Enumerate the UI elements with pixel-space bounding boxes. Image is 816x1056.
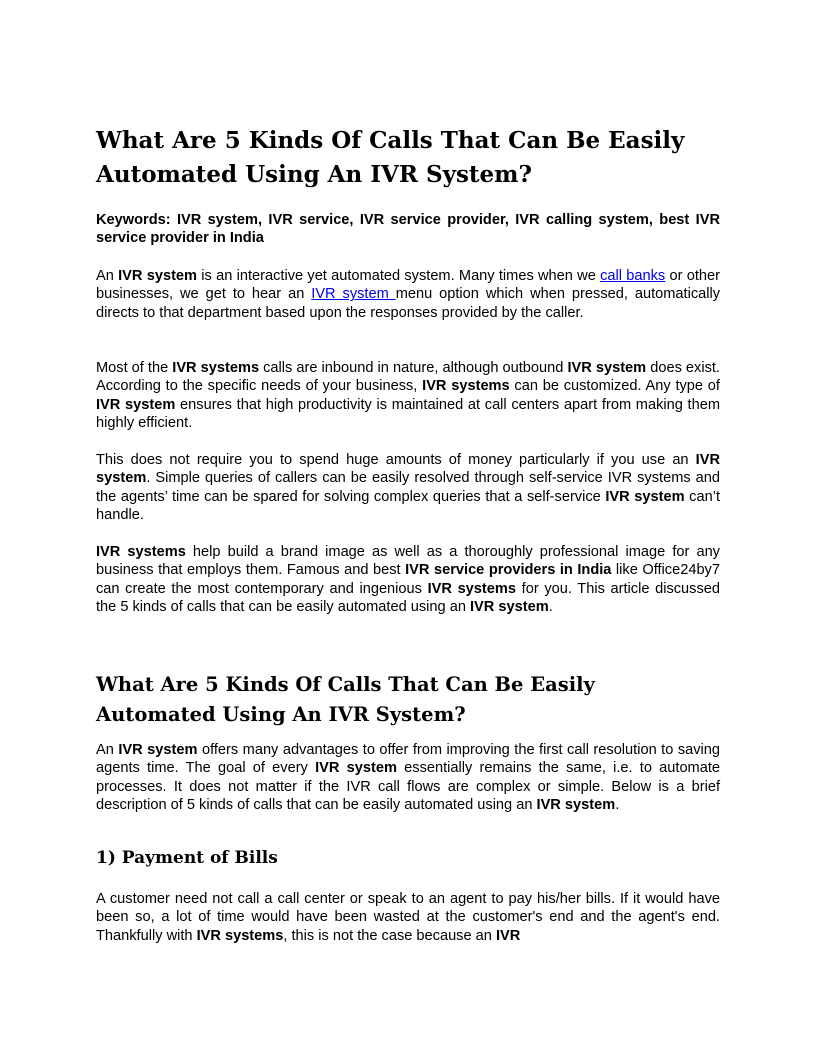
text-span: .	[548, 599, 553, 616]
keywords-list: IVR system, IVR service, IVR service provider, IVR calling system, best IVR service provider in India	[96, 212, 720, 247]
text-span: Most of the	[96, 360, 173, 376]
call-banks-link[interactable]: call banks	[600, 268, 666, 284]
bold-term: IVR system	[567, 360, 647, 376]
text-span: menu option which when pressed, automatically directs to that department based upon the responses provided by the caller.	[96, 286, 721, 321]
text-span: calls are inbound in nature, although outbound	[259, 360, 568, 376]
bold-term: IVR system	[118, 742, 198, 758]
bold-term: IVR systems	[96, 544, 186, 560]
bold-term: IVR system	[605, 488, 685, 505]
text-span: essentially remains the same, i.e. to automate processes. It does not matter if the IVR call flows are complex or simple. Below is a brief description of 5 kinds of calls that can be easily automated using an	[96, 760, 721, 814]
text-span: , this is not the case because an	[283, 927, 496, 944]
bold-term: IVR systems	[422, 378, 510, 395]
text-span: can be customized. Any type of	[509, 378, 720, 395]
cost-paragraph	[96, 451, 720, 525]
section-heading: What Are 5 Kinds Of Calls That Can Be Easily Automated Using An IVR System?	[96, 673, 595, 726]
text-span: . Simple queries of callers can be easily resolved through self-service IVR systems and the agents’ time can be spared for solving complex queries that a self-service	[96, 470, 720, 505]
text-span: An	[96, 268, 119, 284]
bold-term: IVR system	[315, 760, 397, 777]
text-span: does exist. According to the specific needs of your business,	[96, 360, 720, 395]
text-span: or other businesses, we get to hear an	[96, 268, 720, 303]
text-span: offers many advantages to offer from improving the first call resolution to saving agents time. The goal of every	[96, 742, 721, 777]
keywords-label: Keywords:	[96, 212, 171, 228]
bills-paragraph	[96, 890, 720, 945]
bold-term: IVR systems	[427, 580, 516, 597]
intro-paragraph	[96, 267, 720, 322]
bold-term: IVR service providers in India	[405, 562, 612, 579]
text-span: help build a brand image as well as a thoroughly professional image for any business that employs them. Famous and best	[96, 544, 720, 579]
bold-term: IVR system	[470, 599, 549, 616]
keywords-paragraph	[96, 211, 720, 248]
bold-term: IVR system	[96, 396, 176, 413]
bold-term: IVR system	[118, 268, 198, 284]
bold-term: IVR systems	[196, 927, 284, 944]
text-span: for you. This article discussed the 5 kinds of calls that can be easily automated using an	[96, 580, 720, 616]
text-span: is an interactive yet automated system. Many times when we	[197, 268, 601, 284]
brand-paragraph	[96, 543, 720, 617]
text-span: like Office24by7 can create the most contemporary and ingenious	[96, 562, 720, 597]
text-span: This does not require you to spend huge amounts of money particularly if you use an	[96, 452, 696, 468]
text-span: can’t handle.	[96, 488, 721, 524]
advantages-paragraph	[96, 741, 720, 815]
ivr-system-link[interactable]: IVR system	[311, 286, 396, 303]
text-span: A customer need not call a call center or speak to an agent to pay his/her bills. If it would have been so, a lot of time would have been wasted at the customer's end and the agent's end. Thankfully with	[96, 891, 720, 944]
bold-term: IVR system	[96, 452, 720, 487]
text-span: .	[615, 797, 620, 814]
subsection-heading: 1) Payment of Bills	[96, 848, 278, 868]
bold-term: IVR	[495, 927, 521, 944]
text-span: An	[96, 742, 119, 758]
text-span: ensures that high productivity is maintained at call centers apart from making them highly efficient.	[96, 396, 721, 432]
inbound-paragraph	[96, 359, 720, 433]
page-title: What Are 5 Kinds Of Calls That Can Be Easily Automated Using An IVR System?	[96, 127, 685, 188]
bold-term: IVR system	[536, 797, 616, 814]
bold-term: IVR systems	[172, 360, 260, 376]
